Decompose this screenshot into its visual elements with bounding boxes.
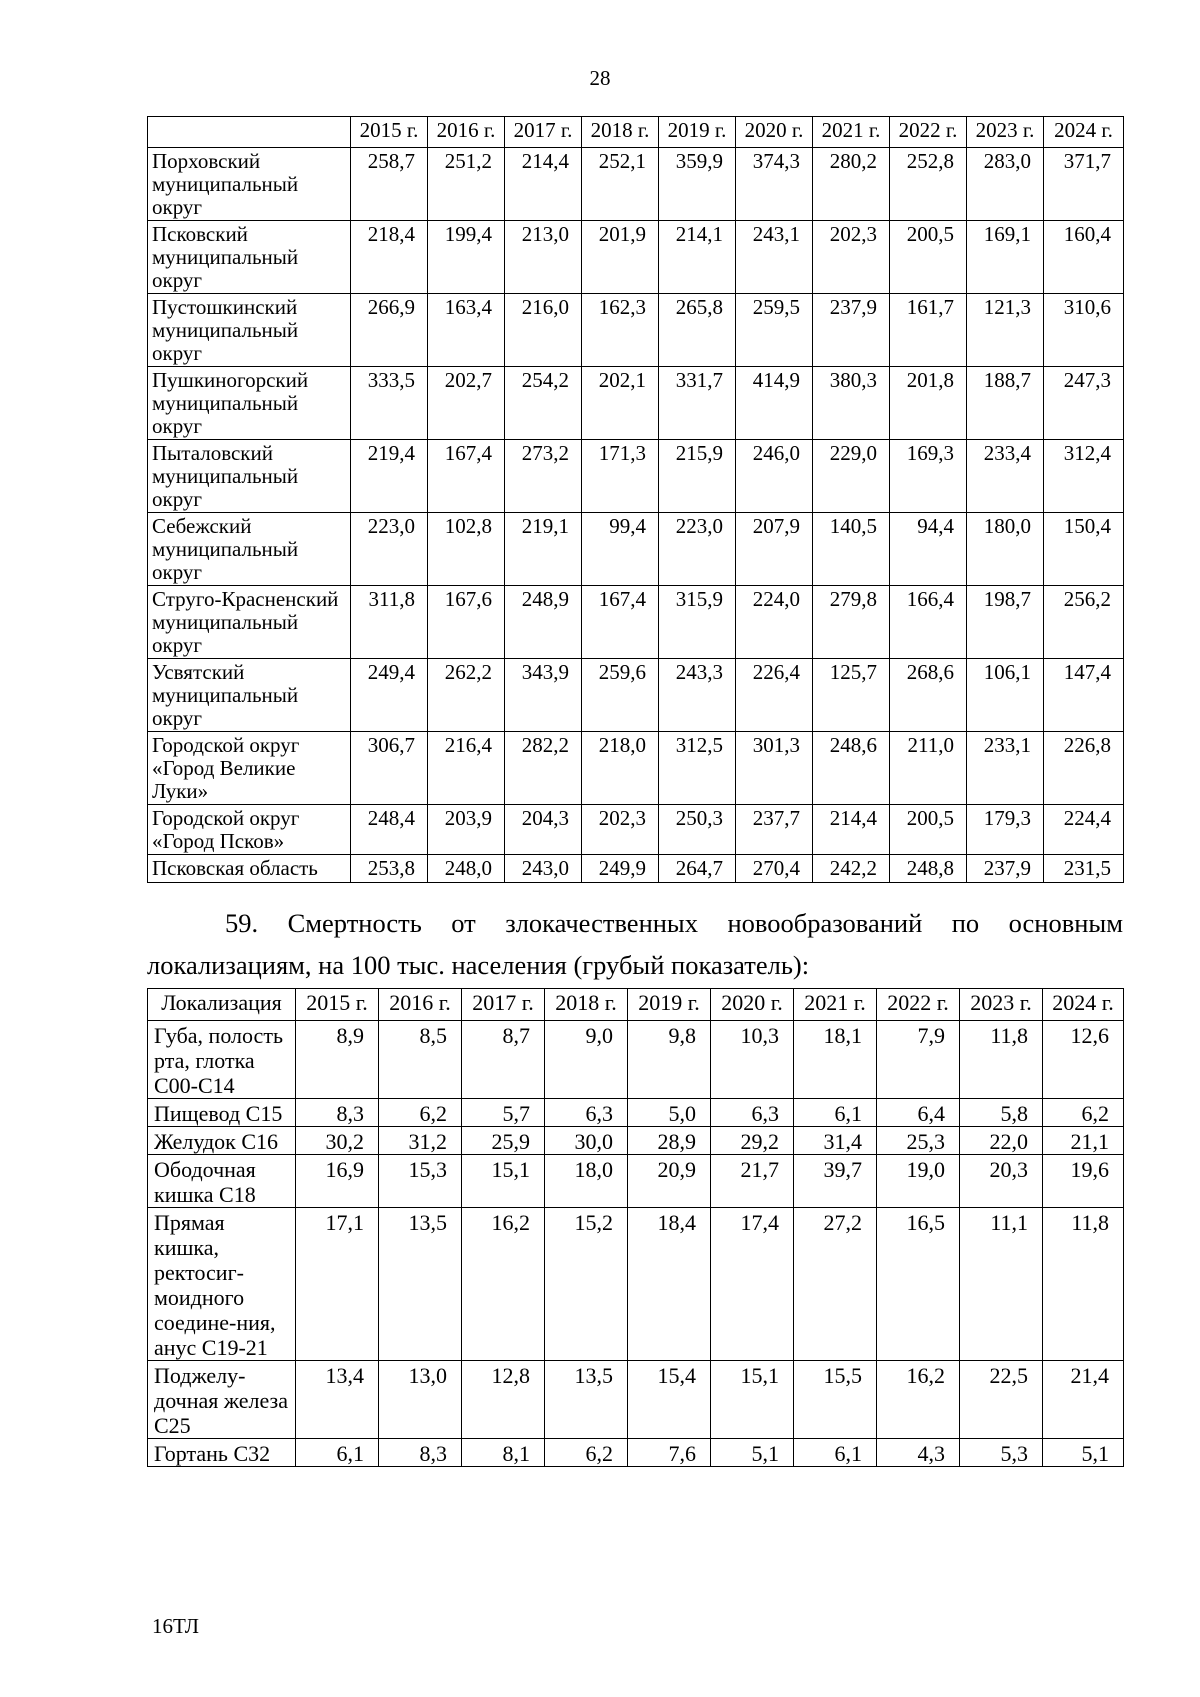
row-label: Городской округ «Город Псков» <box>148 805 351 855</box>
table-cell: 17,4 <box>711 1208 794 1361</box>
table-cell: 203,9 <box>428 805 505 855</box>
row-label: Гортань С32 <box>148 1439 296 1467</box>
table-cell: 201,9 <box>582 221 659 294</box>
table-cell: 171,3 <box>582 440 659 513</box>
page-number: 28 <box>589 66 611 90</box>
table-cell: 242,2 <box>813 855 890 883</box>
table-cell: 29,2 <box>711 1127 794 1155</box>
table-cell: 219,4 <box>351 440 428 513</box>
table-cell: 374,3 <box>736 148 813 221</box>
table-cell: 202,3 <box>582 805 659 855</box>
table-cell: 160,4 <box>1044 221 1124 294</box>
column-header: 2023 г. <box>967 117 1044 148</box>
column-header: 2021 г. <box>794 989 877 1021</box>
table-row <box>148 1021 1124 1099</box>
table-row <box>148 1439 1124 1467</box>
table-cell: 233,4 <box>967 440 1044 513</box>
column-header: 2023 г. <box>960 989 1043 1021</box>
row-label: Пустошкинский муниципальный округ <box>148 294 351 367</box>
table-cell: 13,0 <box>379 1361 462 1439</box>
column-header: 2015 г. <box>351 117 428 148</box>
row-label: Желудок С16 <box>148 1127 296 1155</box>
table-cell: 5,3 <box>960 1439 1043 1467</box>
table-cell: 229,0 <box>813 440 890 513</box>
table-cell: 265,8 <box>659 294 736 367</box>
table-cell: 248,6 <box>813 732 890 805</box>
table-cell: 270,4 <box>736 855 813 883</box>
table-cell: 8,3 <box>296 1099 379 1127</box>
table-cell: 13,4 <box>296 1361 379 1439</box>
table-cell: 252,1 <box>582 148 659 221</box>
table-cell: 169,1 <box>967 221 1044 294</box>
table-cell: 6,2 <box>1043 1099 1124 1127</box>
table-cell: 9,8 <box>628 1021 711 1099</box>
table-cell: 17,1 <box>296 1208 379 1361</box>
table-cell: 279,8 <box>813 586 890 659</box>
table-cell: 211,0 <box>890 732 967 805</box>
table-cell: 243,0 <box>505 855 582 883</box>
table-cell: 248,4 <box>351 805 428 855</box>
table-header-row <box>148 989 1124 1021</box>
table-cell: 380,3 <box>813 367 890 440</box>
column-header: 2017 г. <box>505 117 582 148</box>
table-cell: 414,9 <box>736 367 813 440</box>
column-header: 2022 г. <box>890 117 967 148</box>
table-cell: 25,3 <box>877 1127 960 1155</box>
table-row <box>148 659 1124 732</box>
table-cell: 249,9 <box>582 855 659 883</box>
table-cell: 16,9 <box>296 1155 379 1208</box>
column-header: 2024 г. <box>1044 117 1124 148</box>
table-cell: 6,2 <box>379 1099 462 1127</box>
table-cell: 218,0 <box>582 732 659 805</box>
table-cell: 226,8 <box>1044 732 1124 805</box>
table-cell: 202,7 <box>428 367 505 440</box>
table-cell: 19,6 <box>1043 1155 1124 1208</box>
table-cell: 106,1 <box>967 659 1044 732</box>
table-cell: 5,1 <box>711 1439 794 1467</box>
table-cell: 8,1 <box>462 1439 545 1467</box>
table-cell: 28,9 <box>628 1127 711 1155</box>
table-cell: 4,3 <box>877 1439 960 1467</box>
row-label: Порховский муниципальный округ <box>148 148 351 221</box>
column-header: 2015 г. <box>296 989 379 1021</box>
table-cell: 258,7 <box>351 148 428 221</box>
table-cell: 237,9 <box>967 855 1044 883</box>
table-row <box>148 1099 1124 1127</box>
table-cell: 254,2 <box>505 367 582 440</box>
table-cell: 10,3 <box>711 1021 794 1099</box>
table-row <box>148 440 1124 513</box>
table-cell: 31,2 <box>379 1127 462 1155</box>
table-cell: 310,6 <box>1044 294 1124 367</box>
column-header: 2020 г. <box>736 117 813 148</box>
table-row <box>148 294 1124 367</box>
table-cell: 216,0 <box>505 294 582 367</box>
table-cell: 223,0 <box>659 513 736 586</box>
table-cell: 21,7 <box>711 1155 794 1208</box>
table-cell: 226,4 <box>736 659 813 732</box>
table-cell: 259,6 <box>582 659 659 732</box>
row-label: Губа, полость рта, глотка С00-С14 <box>148 1021 296 1099</box>
table-cell: 231,5 <box>1044 855 1124 883</box>
table-cell: 5,0 <box>628 1099 711 1127</box>
column-header: 2018 г. <box>545 989 628 1021</box>
table-cell: 250,3 <box>659 805 736 855</box>
table-cell: 213,0 <box>505 221 582 294</box>
table-cell: 249,4 <box>351 659 428 732</box>
table-cell: 12,6 <box>1043 1021 1124 1099</box>
column-header: 2021 г. <box>813 117 890 148</box>
table-cell: 204,3 <box>505 805 582 855</box>
row-label: Пищевод С15 <box>148 1099 296 1127</box>
table-header-row <box>148 117 1124 148</box>
table-cell: 359,9 <box>659 148 736 221</box>
table-cell: 30,2 <box>296 1127 379 1155</box>
table-cell: 6,3 <box>711 1099 794 1127</box>
table-cell: 25,9 <box>462 1127 545 1155</box>
table-row <box>148 1155 1124 1208</box>
table-cell: 22,0 <box>960 1127 1043 1155</box>
table-cell: 8,7 <box>462 1021 545 1099</box>
table-cell: 13,5 <box>379 1208 462 1361</box>
table-cell: 20,3 <box>960 1155 1043 1208</box>
table-cell: 243,3 <box>659 659 736 732</box>
document-footer-code: 16ТЛ <box>152 1614 200 1638</box>
table-cell: 306,7 <box>351 732 428 805</box>
table-caption <box>147 902 1123 986</box>
table-cell: 6,1 <box>794 1439 877 1467</box>
table-cell: 167,6 <box>428 586 505 659</box>
table-cell: 246,0 <box>736 440 813 513</box>
table-cell: 237,9 <box>813 294 890 367</box>
table-cell: 21,1 <box>1043 1127 1124 1155</box>
table-cell: 18,4 <box>628 1208 711 1361</box>
table-cell: 215,9 <box>659 440 736 513</box>
table-cell: 333,5 <box>351 367 428 440</box>
table-cell: 331,7 <box>659 367 736 440</box>
table-row <box>148 513 1124 586</box>
table-cell: 224,0 <box>736 586 813 659</box>
column-header: 2022 г. <box>877 989 960 1021</box>
table-cell: 247,3 <box>1044 367 1124 440</box>
table-cell: 12,8 <box>462 1361 545 1439</box>
table-cell: 140,5 <box>813 513 890 586</box>
table-cell: 150,4 <box>1044 513 1124 586</box>
table-cell: 19,0 <box>877 1155 960 1208</box>
table-cell: 16,2 <box>877 1361 960 1439</box>
table-cell: 301,3 <box>736 732 813 805</box>
table-cell: 251,2 <box>428 148 505 221</box>
table-cell: 237,7 <box>736 805 813 855</box>
row-label: Ободочная кишка С18 <box>148 1155 296 1208</box>
row-label: Усвятский муниципальный округ <box>148 659 351 732</box>
table-cell: 218,4 <box>351 221 428 294</box>
table-cell: 282,2 <box>505 732 582 805</box>
row-label: Псковская область <box>148 855 351 883</box>
table-row <box>148 221 1124 294</box>
table-cell: 224,4 <box>1044 805 1124 855</box>
table-cell: 15,2 <box>545 1208 628 1361</box>
table-cell: 200,5 <box>890 805 967 855</box>
table-cell: 248,0 <box>428 855 505 883</box>
table-cell: 30,0 <box>545 1127 628 1155</box>
table-cell: 20,9 <box>628 1155 711 1208</box>
table-cell: 201,8 <box>890 367 967 440</box>
table-cell: 248,9 <box>505 586 582 659</box>
table-cell: 283,0 <box>967 148 1044 221</box>
table-cell: 162,3 <box>582 294 659 367</box>
table-row <box>148 732 1124 805</box>
table-cell: 268,6 <box>890 659 967 732</box>
table-cell: 280,2 <box>813 148 890 221</box>
table-cell: 166,4 <box>890 586 967 659</box>
table-cell: 22,5 <box>960 1361 1043 1439</box>
table-cell: 94,4 <box>890 513 967 586</box>
table-row <box>148 855 1124 883</box>
table-cell: 343,9 <box>505 659 582 732</box>
table-cell: 233,1 <box>967 732 1044 805</box>
column-header: 2020 г. <box>711 989 794 1021</box>
table-cell: 214,1 <box>659 221 736 294</box>
cancer-localization-table <box>147 988 1124 1467</box>
table-cell: 147,4 <box>1044 659 1124 732</box>
table-cell: 5,1 <box>1043 1439 1124 1467</box>
table-cell: 169,3 <box>890 440 967 513</box>
table-cell: 39,7 <box>794 1155 877 1208</box>
table-cell: 216,4 <box>428 732 505 805</box>
table-cell: 15,1 <box>462 1155 545 1208</box>
district-mortality-table <box>147 116 1124 883</box>
table-cell: 163,4 <box>428 294 505 367</box>
table-row <box>148 367 1124 440</box>
table-cell: 167,4 <box>582 586 659 659</box>
row-label: Прямая кишка, ректосиг-моидного соедине-ния, анус С19-21 <box>148 1208 296 1361</box>
table-cell: 16,5 <box>877 1208 960 1361</box>
table-row <box>148 1208 1124 1361</box>
table-cell: 266,9 <box>351 294 428 367</box>
table-cell: 315,9 <box>659 586 736 659</box>
table-cell: 8,5 <box>379 1021 462 1099</box>
table-cell: 15,4 <box>628 1361 711 1439</box>
table-cell: 252,8 <box>890 148 967 221</box>
table-row <box>148 148 1124 221</box>
table-cell: 11,1 <box>960 1208 1043 1361</box>
table-cell: 21,4 <box>1043 1361 1124 1439</box>
table-cell: 199,4 <box>428 221 505 294</box>
table-cell: 180,0 <box>967 513 1044 586</box>
table-cell: 371,7 <box>1044 148 1124 221</box>
table-cell: 8,9 <box>296 1021 379 1099</box>
table-cell: 167,4 <box>428 440 505 513</box>
table-cell: 11,8 <box>960 1021 1043 1099</box>
table-cell: 214,4 <box>813 805 890 855</box>
table-cell: 264,7 <box>659 855 736 883</box>
column-header: Локализация <box>148 989 296 1021</box>
table-cell: 256,2 <box>1044 586 1124 659</box>
table-cell: 5,8 <box>960 1099 1043 1127</box>
table-cell: 15,5 <box>794 1361 877 1439</box>
table-cell: 18,0 <box>545 1155 628 1208</box>
table-cell: 7,9 <box>877 1021 960 1099</box>
table-cell: 6,2 <box>545 1439 628 1467</box>
table-cell: 179,3 <box>967 805 1044 855</box>
table-cell: 262,2 <box>428 659 505 732</box>
table-row <box>148 805 1124 855</box>
row-label: Струго-Красненский муниципальный округ <box>148 586 351 659</box>
table-cell: 6,1 <box>794 1099 877 1127</box>
table-cell: 6,1 <box>296 1439 379 1467</box>
table-cell: 214,4 <box>505 148 582 221</box>
table-cell: 5,7 <box>462 1099 545 1127</box>
table-cell: 31,4 <box>794 1127 877 1155</box>
table-cell: 273,2 <box>505 440 582 513</box>
row-label: Себежский муниципальный округ <box>148 513 351 586</box>
row-label: Поджелу-дочная железа С25 <box>148 1361 296 1439</box>
table-cell: 11,8 <box>1043 1208 1124 1361</box>
row-label: Пушкиногорский муниципальный округ <box>148 367 351 440</box>
table-cell: 219,1 <box>505 513 582 586</box>
table-cell: 312,4 <box>1044 440 1124 513</box>
column-header <box>148 117 351 148</box>
table-cell: 15,3 <box>379 1155 462 1208</box>
table-cell: 8,3 <box>379 1439 462 1467</box>
column-header: 2024 г. <box>1043 989 1124 1021</box>
table-cell: 248,8 <box>890 855 967 883</box>
column-header: 2016 г. <box>379 989 462 1021</box>
table-row <box>148 586 1124 659</box>
table-cell: 243,1 <box>736 221 813 294</box>
column-header: 2016 г. <box>428 117 505 148</box>
table-cell: 7,6 <box>628 1439 711 1467</box>
table-cell: 259,5 <box>736 294 813 367</box>
table-cell: 6,3 <box>545 1099 628 1127</box>
table-cell: 18,1 <box>794 1021 877 1099</box>
table-cell: 161,7 <box>890 294 967 367</box>
row-label: Псковский муниципальный округ <box>148 221 351 294</box>
table-cell: 207,9 <box>736 513 813 586</box>
table-cell: 6,4 <box>877 1099 960 1127</box>
table-cell: 102,8 <box>428 513 505 586</box>
row-label: Пыталовский муниципальный округ <box>148 440 351 513</box>
table-cell: 16,2 <box>462 1208 545 1361</box>
table-cell: 9,0 <box>545 1021 628 1099</box>
column-header: 2019 г. <box>628 989 711 1021</box>
table-cell: 99,4 <box>582 513 659 586</box>
caption-line-1: 59. Смертность от злокачественных новообразований по основным <box>225 908 1123 938</box>
table-cell: 311,8 <box>351 586 428 659</box>
table-cell: 125,7 <box>813 659 890 732</box>
table-cell: 223,0 <box>351 513 428 586</box>
table-cell: 202,1 <box>582 367 659 440</box>
table-cell: 198,7 <box>967 586 1044 659</box>
column-header: 2017 г. <box>462 989 545 1021</box>
table-cell: 200,5 <box>890 221 967 294</box>
table-cell: 13,5 <box>545 1361 628 1439</box>
column-header: 2018 г. <box>582 117 659 148</box>
table-cell: 188,7 <box>967 367 1044 440</box>
row-label: Городской округ «Город Великие Луки» <box>148 732 351 805</box>
table-cell: 202,3 <box>813 221 890 294</box>
table-row <box>148 1127 1124 1155</box>
table-cell: 121,3 <box>967 294 1044 367</box>
table-cell: 312,5 <box>659 732 736 805</box>
table-cell: 253,8 <box>351 855 428 883</box>
caption-line-2: локализациям, на 100 тыс. населения (грубый показатель): <box>147 950 810 980</box>
table-cell: 15,1 <box>711 1361 794 1439</box>
table-row <box>148 1361 1124 1439</box>
column-header: 2019 г. <box>659 117 736 148</box>
table-cell: 27,2 <box>794 1208 877 1361</box>
